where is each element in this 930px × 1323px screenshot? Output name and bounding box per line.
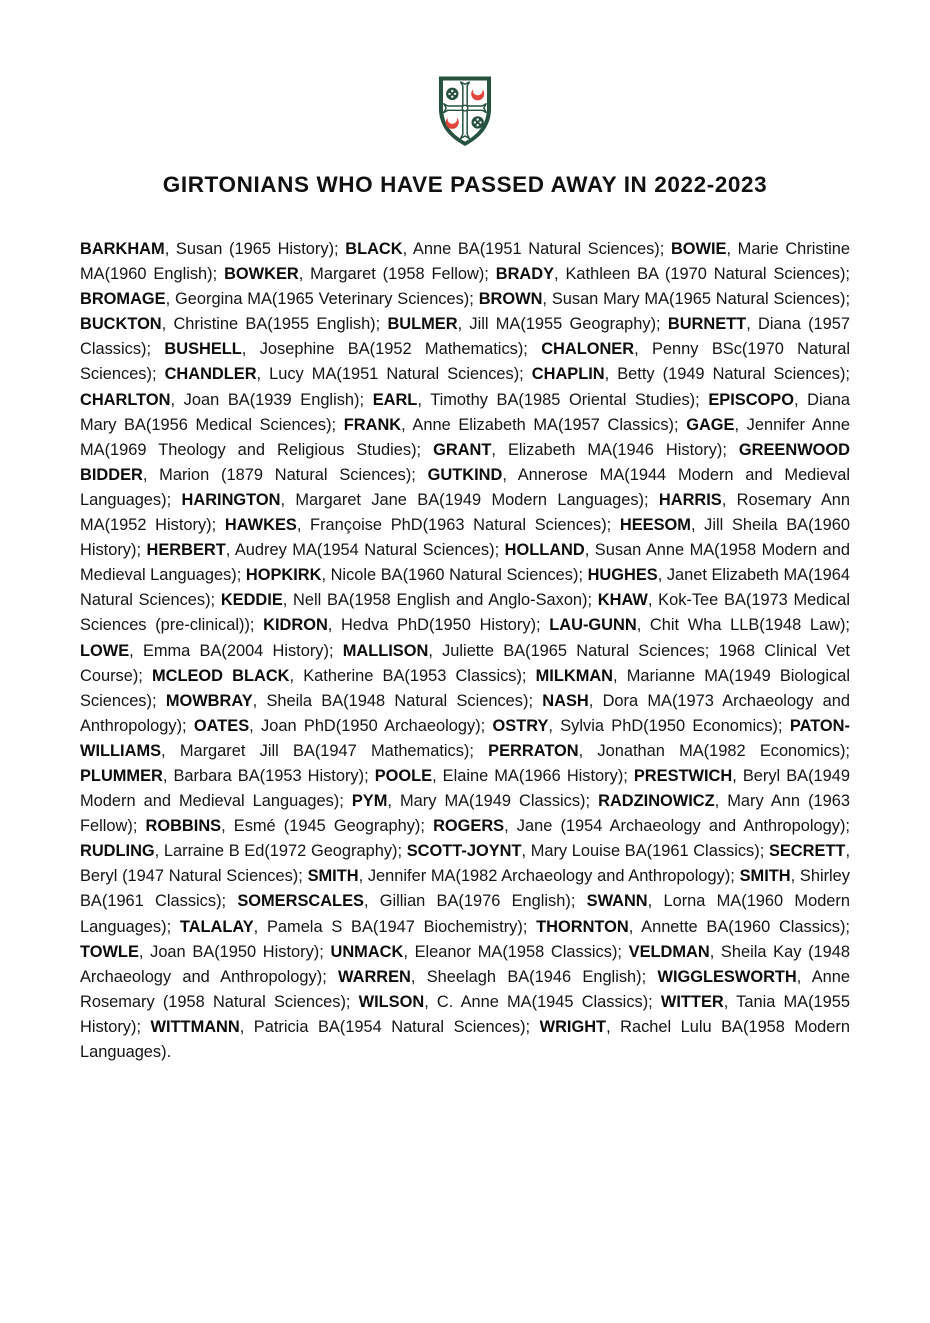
entry-details: , Joan BA(1950 History); [138,942,331,961]
entry-details: , Beryl BA(1949 Modern and Medieval Languages); [80,766,850,811]
entry-surname: SMITH [307,867,359,886]
entry-details: , Joan PhD(1950 Archaeology); [249,716,493,735]
entry-surname: RADZINOWICZ [598,792,715,811]
entry-details: , Mary MA(1949 Classics); [387,792,599,811]
entry-surname: FRANK [343,415,402,434]
entry-surname: ROGERS [433,817,505,836]
entry-details: , Esmé (1945 Geography); [221,817,434,836]
entry-surname: EARL [372,390,418,409]
entry-details: , Lucy MA(1951 Natural Sciences); [256,365,532,384]
entry-surname: BRADY [495,265,555,284]
entry-surname: KEDDIE [220,591,283,610]
entry-surname: PLUMMER [80,766,163,785]
entry-surname: UNMACK [330,942,404,961]
entry-surname: SMITH [739,867,791,886]
memorial-list [80,237,850,1065]
entry-details: , Jennifer Anne MA(1969 Theology and Religious Studies); [80,415,850,459]
entry-surname: BARKHAM [80,240,165,258]
entry-surname: WITTMANN [150,1017,240,1036]
entry-details: , Marion (1879 Natural Sciences); [142,465,428,484]
entry-details: , Sheelagh BA(1946 English); [410,967,658,986]
entry-details: , Lorna MA(1960 Modern Languages); [80,892,850,936]
entry-details: , Janet Elizabeth MA(1964 Natural Sciences); [80,566,851,610]
entry-surname: BUCKTON [80,315,162,334]
entry-surname: RUDLING [80,842,155,861]
entry-details: , Mary Ann (1963 Fellow); [80,792,850,836]
entry-details: , Betty (1949 Natural Sciences); [604,365,850,384]
entry-surname: HARRIS [658,490,722,509]
entry-details: , Susan Mary MA(1965 Natural Sciences); [542,290,850,309]
entry-surname: HOPKIRK [245,566,322,585]
entry-details: , Elizabeth MA(1946 History); [491,440,739,459]
entry-surname: VELDMAN [628,942,710,961]
entry-surname: MOWBRAY [165,691,253,710]
entry-details: , Diana (1957 Classics); [80,315,850,359]
entry-details: , Françoise PhD(1963 Natural Sciences); [296,516,620,535]
entry-details: , Penny BSc(1970 Natural Sciences); [80,340,850,384]
entry-surname: HARINGTON [181,490,281,509]
entry-details: , Susan (1965 History); [164,240,346,258]
entry-surname: GUTKIND [427,465,503,484]
entry-surname: NASH [542,691,589,710]
page-title: GIRTONIANS WHO HAVE PASSED AWAY IN 2022-2023 [162,172,768,197]
entry-surname: WITTER [660,992,724,1011]
entry-surname: BLACK [345,240,403,258]
entry-details: , Patricia BA(1954 Natural Sciences); [239,1017,540,1036]
entry-details: , Katherine BA(1953 Classics); [289,666,536,685]
entry-details: , Nicole BA(1960 Natural Sciences); [321,566,588,585]
entry-details: , Sheila Kay (1948 Archaeology and Anthropology); [80,942,850,986]
entry-details: , Josephine BA(1952 Mathematics); [241,340,542,359]
entry-surname: TALALAY [179,917,254,936]
entry-details: , Rosemary Ann MA(1952 History); [80,490,851,535]
entry-surname: WILSON [358,992,425,1011]
entry-surname: LOWE [80,641,130,660]
entry-surname: HEESOM [619,516,691,535]
crest-container [0,72,930,148]
entry-surname: OSTRY [492,716,549,735]
entry-details: , Anne Rosemary (1958 Natural Sciences); [80,967,851,1011]
entry-surname: SCOTT-JOYNT [406,842,522,861]
entry-surname: HOLLAND [504,541,585,560]
entry-surname: EPISCOPO [708,390,794,409]
entry-details: , Audrey MA(1954 Natural Sciences); [225,541,505,560]
entry-surname: ROBBINS [145,817,222,836]
entry-surname: WARREN [338,967,411,986]
entry-surname: WRIGHT [539,1017,607,1036]
entry-surname: BULMER [387,315,458,334]
entry-details: , Marianne MA(1949 Biological Sciences); [80,666,851,710]
entry-surname: THORNTON [536,917,629,936]
entry-details: , Emma BA(2004 History); [129,641,343,660]
entry-details: , Shirley BA(1961 Classics); [80,867,850,911]
entry-details: , Margaret Jill BA(1947 Mathematics); [161,741,489,760]
entry-details: , Tania MA(1955 History); [80,992,850,1036]
entry-details: , Timothy BA(1985 Oriental Studies); [417,390,709,409]
entry-details: , Anne Elizabeth MA(1957 Classics); [401,415,687,434]
entry-surname: GRANT [433,440,492,459]
entry-details: , Rachel Lulu BA(1958 Modern Languages). [80,1017,850,1061]
entry-surname: KHAW [597,591,648,610]
entry-details: , Marie Christine MA(1960 English); [80,240,850,284]
entry-surname: HAWKES [224,516,297,535]
entry-details: , Annerose MA(1944 Modern and Medieval Languages); [80,465,851,509]
entry-surname: CHALONER [541,340,635,359]
entry-surname: CHAPLIN [531,365,605,384]
entry-details: , Juliette BA(1965 Natural Sciences; 1968 Clinical Vet Course); [80,641,850,685]
entry-details: , Hedva PhD(1950 History); [327,616,550,635]
entry-details: , Susan Anne MA(1958 Modern and Medieval Languages); [80,541,850,585]
entry-details: , Jennifer MA(1982 Archaeology and Anthropology); [358,867,740,886]
entry-details: , Nell BA(1958 English and Anglo-Saxon); [282,591,598,610]
entry-surname: LAU-GUNN [549,616,637,635]
entry-details: , Annette BA(1960 Classics); [628,917,850,936]
entry-details: , Dora MA(1973 Archaeology and Anthropology); [80,691,850,735]
entry-details: , Margaret Jane BA(1949 Modern Languages); [280,490,659,509]
entry-details: , Beryl (1947 Natural Sciences); [80,842,850,886]
entry-surname: HUGHES [587,566,658,585]
entry-details: , Sheila BA(1948 Natural Sciences); [252,691,543,710]
entry-details: , Georgina MA(1965 Veterinary Sciences); [165,290,479,309]
entry-surname: WIGGLESWORTH [657,967,797,986]
entry-surname: BOWKER [224,265,299,284]
entry-surname: CHANDLER [164,365,257,384]
entry-details: , Diana Mary BA(1956 Medical Sciences); [80,390,850,434]
entry-surname: BUSHELL [164,340,242,359]
entry-details: , Eleanor MA(1958 Classics); [403,942,629,961]
entry-surname: PYM [351,792,388,811]
entry-details: , Gillian BA(1976 English); [363,892,587,911]
entry-surname: PATON-WILLIAMS [80,716,850,760]
entry-details: , Jonathan MA(1982 Economics); [578,741,850,760]
entry-details: , Margaret (1958 Fellow); [298,265,496,284]
entry-surname: KIDRON [263,616,328,635]
entry-surname: MCLEOD BLACK [152,666,290,685]
entry-details: , Sylvia PhD(1950 Economics); [548,716,790,735]
entry-surname: OATES [193,716,250,735]
entry-details: , Elaine MA(1966 History); [432,766,634,785]
entry-surname: GREENWOOD BIDDER [80,440,850,484]
entry-details: , Joan BA(1939 English); [170,390,373,409]
entry-details: , Mary Louise BA(1961 Classics); [521,842,769,861]
entry-surname: POOLE [374,766,433,785]
entry-surname: BURNETT [667,315,747,334]
entry-details: , Jane (1954 Archaeology and Anthropology); [504,817,850,836]
entry-details: , Kathleen BA (1970 Natural Sciences); [554,265,850,284]
entry-details: , Jill Sheila BA(1960 History); [80,516,851,560]
entry-surname: BROMAGE [80,290,166,309]
entry-details: , Kok-Tee BA(1973 Medical Sciences (pre-clinical)); [80,591,851,635]
entry-details: , Chit Wha LLB(1948 Law); [636,616,850,635]
entry-surname: BOWIE [670,240,727,258]
entry-surname: SECRETT [768,842,846,861]
entry-details: , Larraine B Ed(1972 Geography); [154,842,407,861]
entry-surname: MILKMAN [535,666,614,685]
entry-details: , Anne BA(1951 Natural Sciences); [402,240,671,258]
girton-college-crest-icon [434,72,496,148]
entry-details: , Barbara BA(1953 History); [162,766,375,785]
entry-details: , C. Anne MA(1945 Classics); [424,992,661,1011]
entry-surname: CHARLTON [80,390,171,409]
entry-surname: PRESTWICH [633,766,733,785]
entry-surname: BROWN [478,290,543,309]
entry-details: , Pamela S BA(1947 Biochemistry); [253,917,537,936]
entry-surname: TOWLE [80,942,139,961]
entry-details: , Jill MA(1955 Geography); [457,315,668,334]
entry-surname: GAGE [686,415,735,434]
entry-surname: PERRATON [488,741,579,760]
entry-details: , Christine BA(1955 English); [161,315,388,334]
entry-surname: SOMERSCALES [237,892,364,911]
entry-surname: SWANN [586,892,648,911]
entry-surname: MALLISON [342,641,429,660]
entry-surname: HERBERT [146,541,226,560]
